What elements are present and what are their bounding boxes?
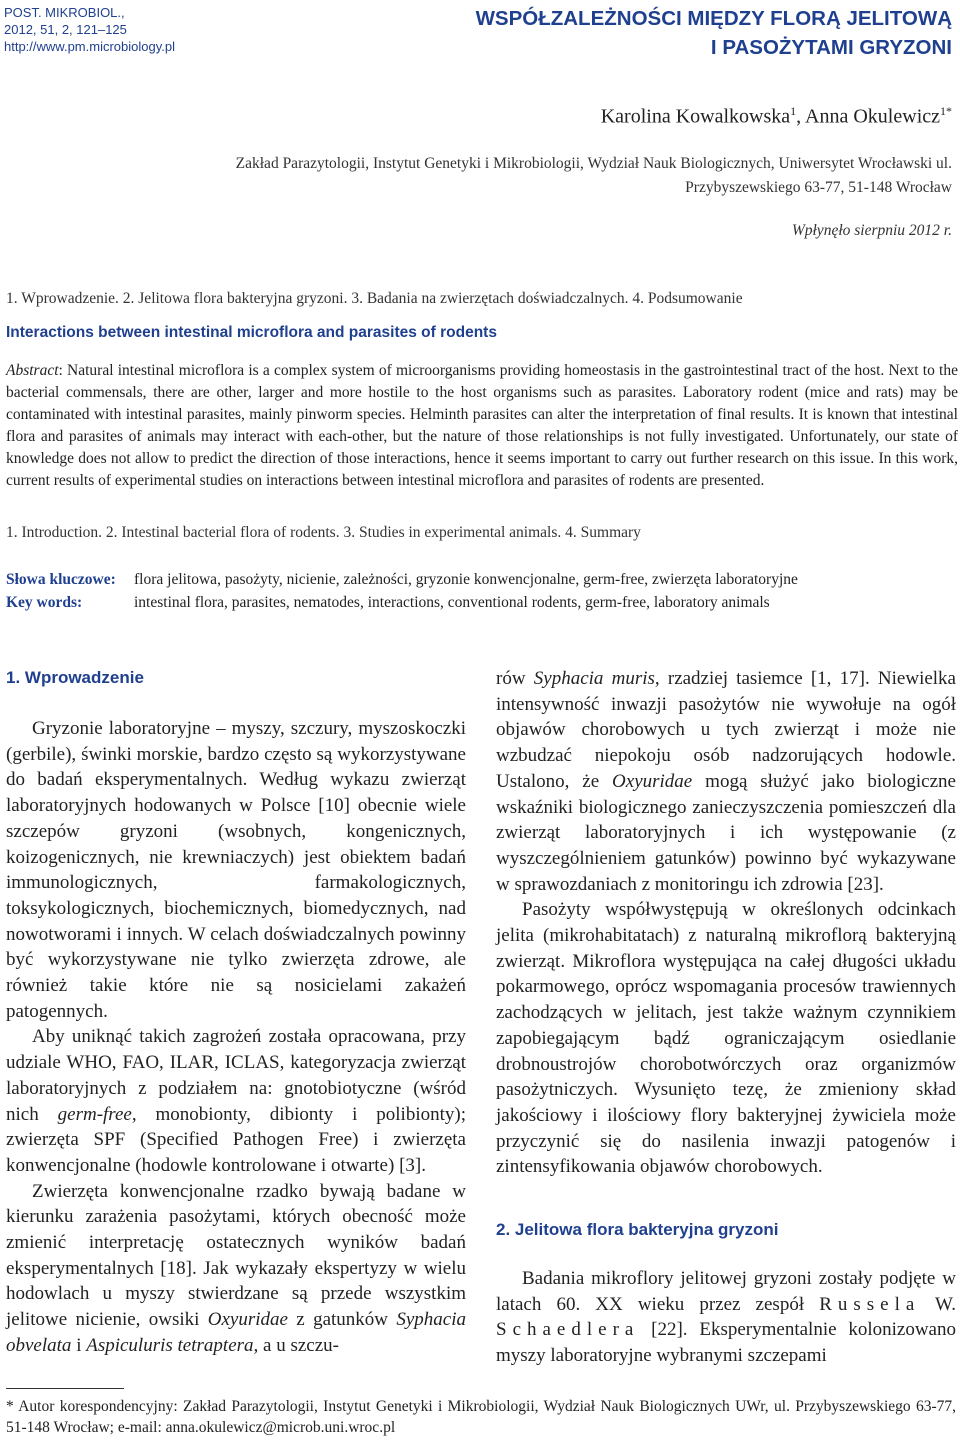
title-line-1: WSPÓŁZALEŻNOŚCI MIĘDZY FLORĄ JELITOWĄ xyxy=(475,7,952,30)
author-1-affil: 1 xyxy=(790,104,797,118)
keywords-en-label: Key words: xyxy=(6,594,83,611)
paragraph: Zwierzęta konwencjonalne rzadko bywają badane w kierunku zarażenia pasożytami, których obecność może zmienić interpretację ostatecznych wyników badań eksperymentalnych [18]. Jak wykazały ekspertyzy w wielu hodowlach u myszy stwierdzane są przede wszystkim jelitowe nicienie, owsiki Oxyuridae z gatunków Syphacia obvelata i Aspiculuris tetraptera, a u szczu- xyxy=(6,1180,466,1356)
paragraph: Badania mikroflory jelitowej gryzoni zostały podjęte w latach 60. XX wieku przez zespół Russela W. Schaedlera [22]. Eksperymentalnie kolonizowano myszy laboratoryjne wybranymi szczepami xyxy=(496,1268,956,1367)
authors xyxy=(601,104,952,129)
section-1-heading: 1. Wprowadzenie xyxy=(6,668,144,687)
abstract-label: Abstract xyxy=(6,362,59,379)
keywords-pl-label: Słowa kluczowe: xyxy=(6,571,116,588)
author-2-affil: 1* xyxy=(940,104,952,118)
english-title: Interactions between intestinal microflora and parasites of rodents xyxy=(6,324,497,341)
paragraph: Aby uniknąć takich zagrożeń została opracowana, przy udziale WHO, FAO, ILAR, ICLAS, kategoryzacja zwierząt laboratoryjnych z podziałem na: gnotobiotyczne (wśród nich germ-free, monobionty, dibionty i polibionty); zwierzęta SPF (Specified Pathogen Free) i zwierzęta konwencjonalne (hodowle kontrolowane i otwarte) [3]. xyxy=(6,1026,466,1176)
author-2: Anna Okulewicz xyxy=(805,105,940,128)
abstract-text: : Natural intestinal microflora is a complex system of microorganisms providing homeostasis in the gastrointestinal tract of the host. Next to the bacterial commensals, there are other, larger and more hostile to the host organisms such as parasites. Laboratory rodent (mice and rats) may be contaminated with intestinal parasites, mainly pinworm species. Helminth parasites can alter the interpretation of final results. It is known that intestinal flora and parasites of animals may interact with each-other, but the nature of those relationships is not fully investigated. Unfortunately, our state of knowledge does not allow to predict the direction of those interactions, hence it seems important to carry out further research on this issue. In this work, current results of experimental studies on interactions between intestinal microflora and parasites of rodents are presented. xyxy=(6,362,958,489)
received-date: Wpłynęło sierpniu 2012 r. xyxy=(791,222,952,239)
affiliation: Zakład Parazytologii, Instytut Genetyki i Mikrobiologii, Wydział Nauk Biologicznych, Uniwersytet Wrocławski ul. Przybyszewskiego 63-77, 51-148 Wrocław xyxy=(235,155,952,196)
footnote-rule xyxy=(6,1388,124,1389)
keywords-pl-value: flora jelitowa, pasożyty, nicienie, zależności, gryzonie konwencjonalne, germ-free, zwierzęta laboratoryjne xyxy=(134,571,798,588)
keywords-en-value: intestinal flora, parasites, nematodes, interactions, conventional rodents, germ-free, laboratory animals xyxy=(134,594,770,611)
author-1: Karolina Kowalkowska xyxy=(600,105,791,128)
journal-issue: 2012, 51, 2, 121–125 xyxy=(4,22,127,37)
footnote: * Autor korespondencyjny: Zakład Parazytologii, Instytut Genetyki i Mikrobiologii, Wydział Nauk Biologicznych UWr, ul. Przybyszewskiego 63-77, 51-148 Wrocław; e-mail: anna.okulewicz@microb.uni.wroc.pl xyxy=(6,1398,956,1436)
keywords-pl xyxy=(6,571,798,589)
journal-name: POST. MIKROBIOL., xyxy=(4,5,125,20)
keywords-en xyxy=(6,594,770,612)
title-line-2: I PASOŻYTAMI GRYZONI xyxy=(710,36,952,59)
abstract xyxy=(6,360,958,491)
author-separator: , xyxy=(796,105,806,128)
article-title xyxy=(312,4,952,62)
table-of-contents-pl: 1. Wprowadzenie. 2. Jelitowa flora bakteryjna gryzoni. 3. Badania na zwierzętach doświadczalnych. 4. Podsumowanie xyxy=(6,290,743,307)
paragraph: Gryzonie laboratoryjne – myszy, szczury, myszoskoczki (gerbile), świnki morskie, bardzo często są wykorzystywane do badań eksperymentalnych. Według wykazu zwierząt laboratoryjnych hodowanych w Polsce [10] obecnie wiele szczepów gryzoni (wsobnych, kongenicznych, koizogenicznych, nie krewniaczych) jest obiektem badań immunologicznych, farmakologicznych, toksykologicznych, biochemicznych, biomedycznych, nad nowotworami i innych. W celach doświadczalnych powinny być wykorzystywane nie tylko zwierzęta zdrowe, ale również takie które nie są nosicielami zakażeń patogennych. xyxy=(6,718,466,1022)
paragraph: Pasożyty współwystępują w określonych odcinkach jelita (mikrohabitatach) z naturalną mikroflorą bakteryjną zwierząt. Mikroflora występująca na całej długości układu pokarmowego, oprócz wspomagania procesów trawiennych zachodzących w jelitach, jest także ważnym czynnikiem zapobiegającym bądź ograniczającym osiedlanie drobnoustrojów chorobotwórczych oraz organizmów pasożytniczych. Wysunięto tezę, że zmieniony skład jakościowy i ilościowy flory bakteryjnej żywiciela może przyczynić się do nasilenia inwazji patogenów i zintensyfikowania objawów chorobowych. xyxy=(496,899,956,1178)
section-2-heading: 2. Jelitowa flora bakteryjna gryzoni xyxy=(496,1220,779,1240)
journal-info xyxy=(4,4,175,55)
paragraph: rów Syphacia muris, rzadziej tasiemce [1, 17]. Niewielka intensywność inwazji pasożytów nie wywołuje na ogół objawów chorobowych u tych zwierząt i może nie wzbudzać niepokoju osób nadzorujących hodowle. Ustalono, że Oxyuridae mogą służyć jako biologiczne wskaźniki biologicznego zanieczyszczenia pomieszczeń dla zwierząt laboratoryjnych i ich występowanie (z wyszczególnieniem gatunków) powinno być wykazywane w sprawozdaniach z monitoringu ich zdrowia [23]. xyxy=(496,668,956,895)
table-of-contents-en: 1. Introduction. 2. Intestinal bacterial flora of rodents. 3. Studies in experimental animals. 4. Summary xyxy=(6,524,641,541)
right-column xyxy=(496,666,956,1369)
left-column xyxy=(6,666,466,1359)
journal-url[interactable]: http://www.pm.microbiology.pl xyxy=(4,39,175,54)
